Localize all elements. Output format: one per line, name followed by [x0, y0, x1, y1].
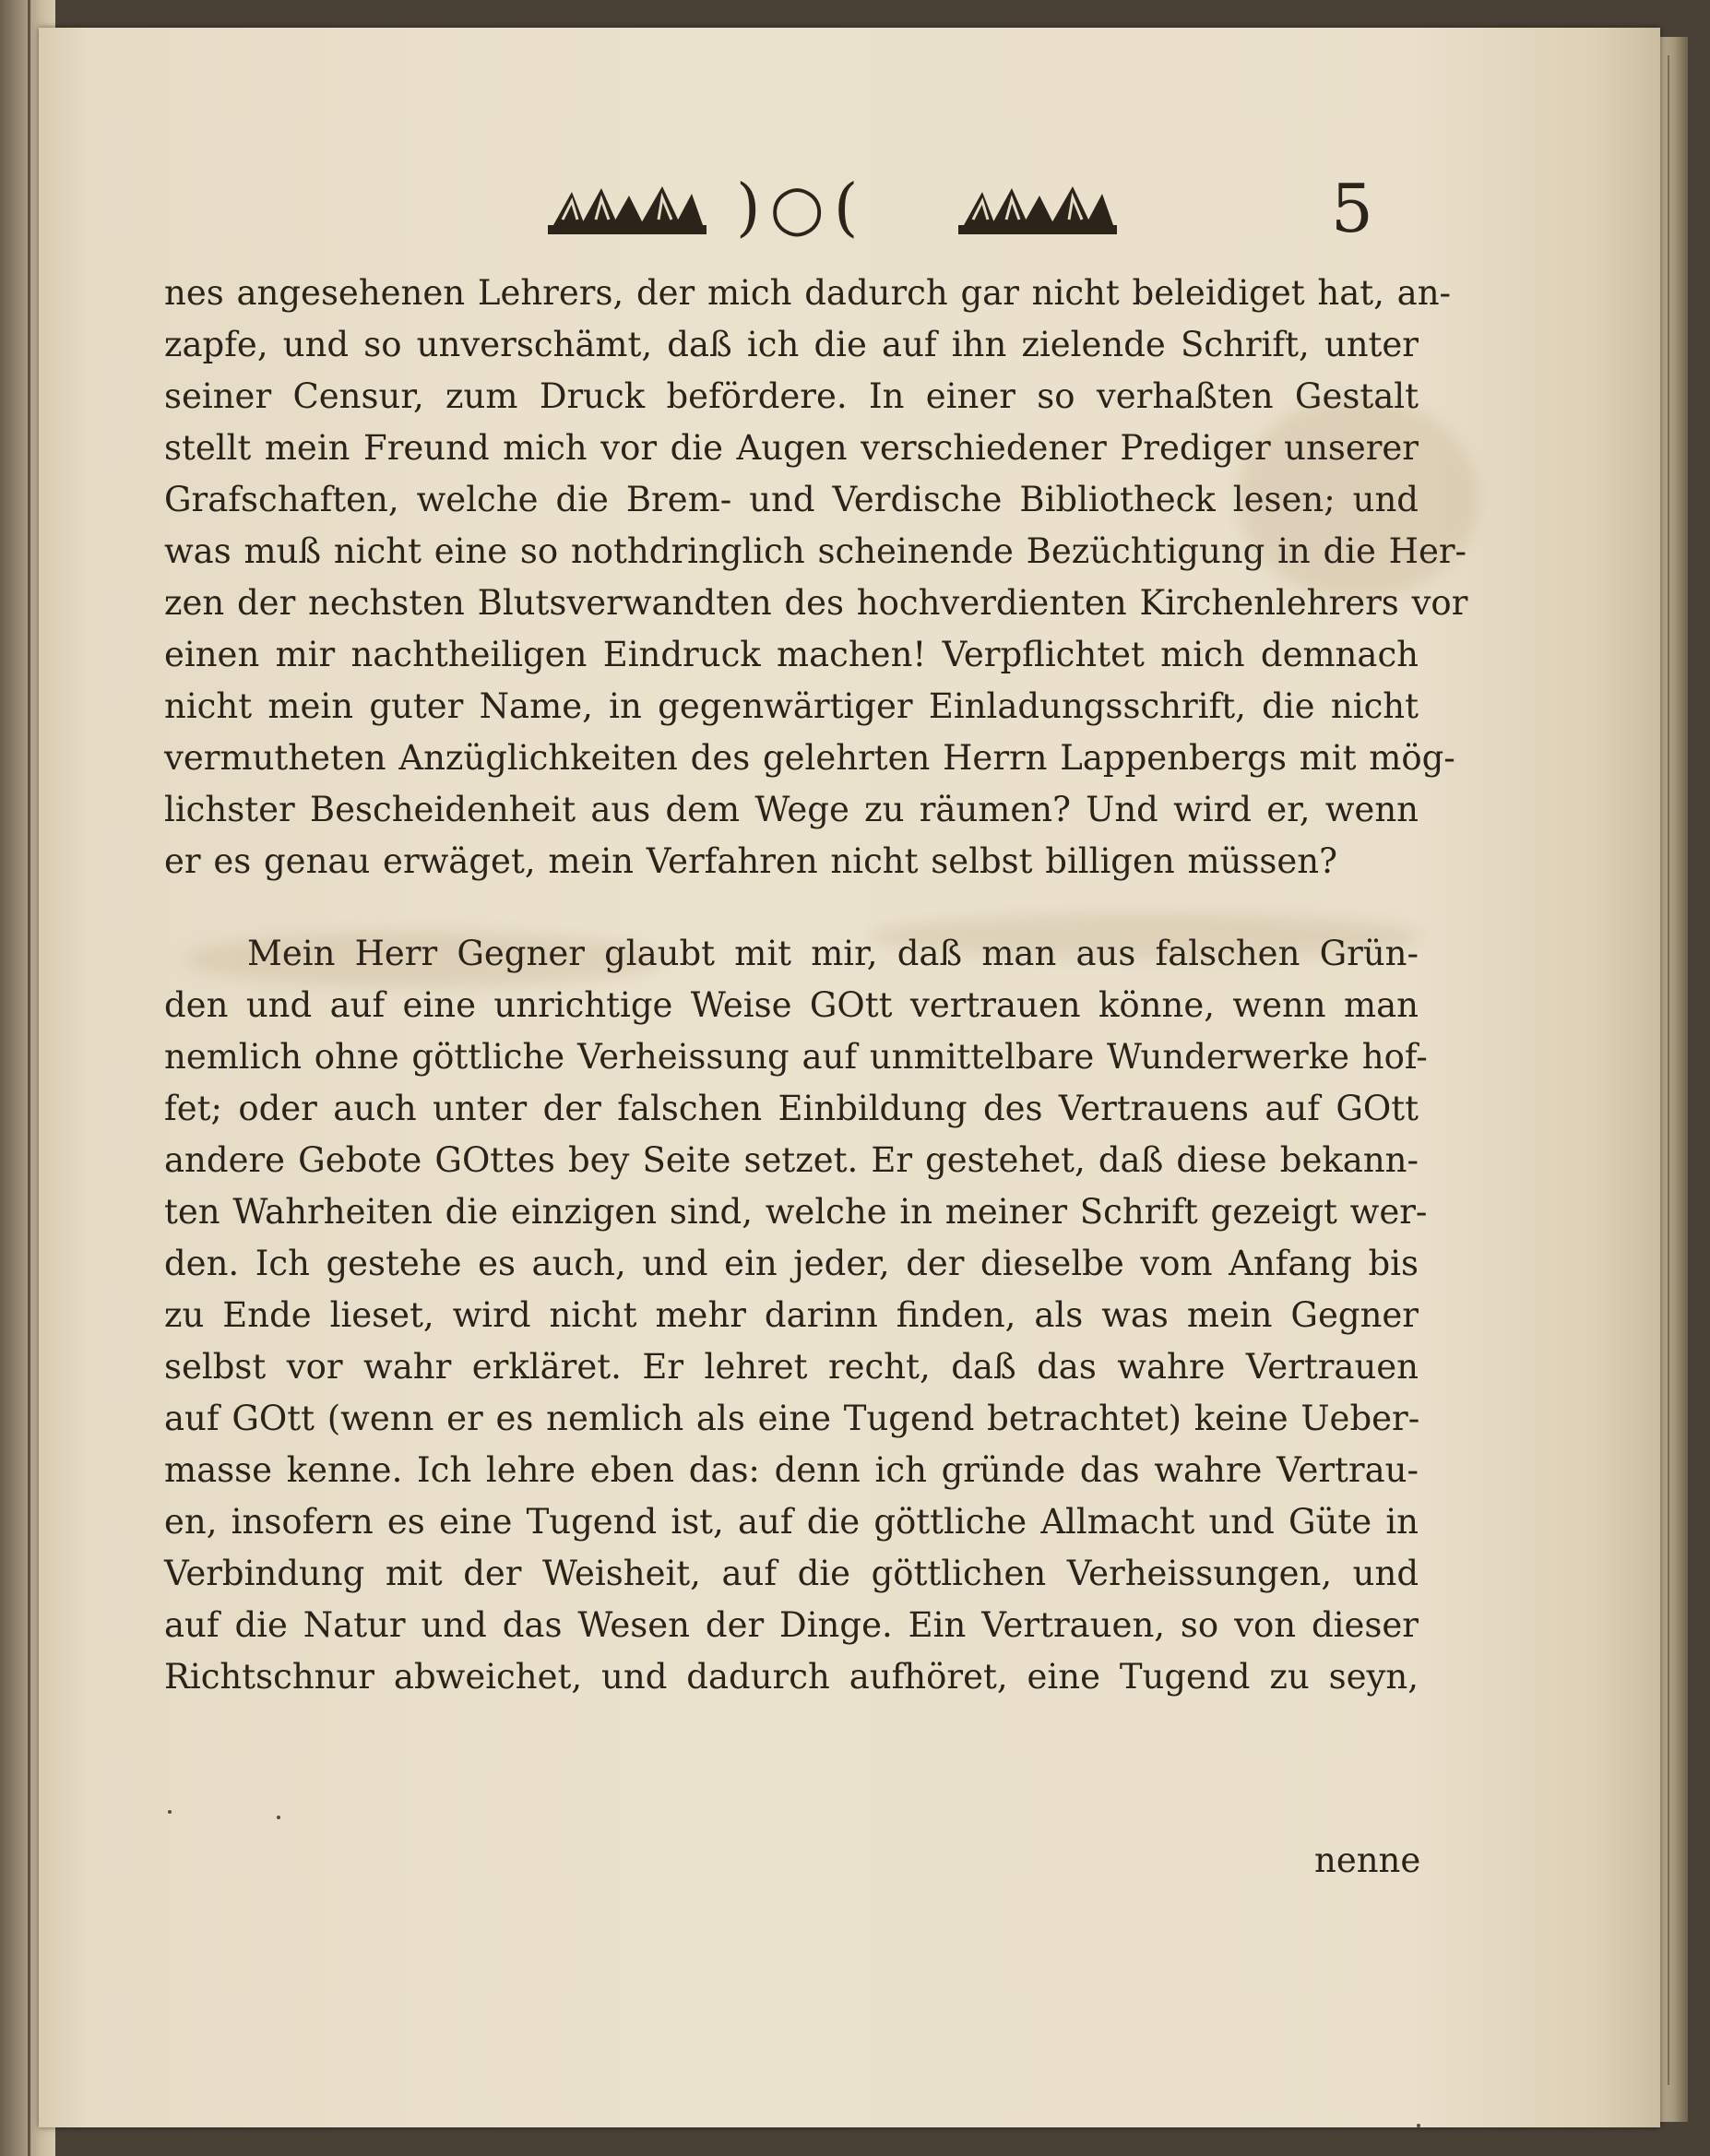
text-line: en, insofern es eine Tugend ist, auf die göttliche Allmacht und Güte in	[164, 1502, 1419, 1542]
text-line: auf GOtt (wenn er es nemlich als eine Tugend betrachtet) keine Ueber-	[164, 1399, 1420, 1438]
text-line: fet; oder auch unter der falschen Einbildung des Vertrauens auf GOtt	[164, 1089, 1419, 1128]
running-header	[544, 170, 1393, 260]
ink-speck	[168, 1810, 172, 1814]
text-line: vermutheten Anzüglichkeiten des gelehrten Herrn Lappenbergs mit mög-	[164, 738, 1455, 778]
body-text	[164, 268, 1468, 1703]
text-line: Verbindung mit der Weisheit, auf die göttlichen Verheissungen, und	[164, 1554, 1419, 1593]
text-line: seiner Censur, zum Druck befördere. In einer so verhaßten Gestalt	[164, 376, 1419, 416]
page-edge-line	[1668, 55, 1669, 2085]
paragraph-1	[164, 268, 1468, 887]
text-line: andere Gebote GOttes bey Seite setzet. Er gestehet, daß diese bekann-	[164, 1140, 1419, 1180]
text-line: einen mir nachtheiligen Eindruck machen! Verpflichtet mich demnach	[164, 635, 1419, 674]
text-line: nes angesehenen Lehrers, der mich dadurch gar nicht beleidiget hat, an-	[164, 273, 1452, 313]
text-line: selbst vor wahr erkläret. Er lehret recht, daß das wahre Vertrauen	[164, 1347, 1419, 1387]
catchword: nenne	[1314, 1840, 1421, 1880]
ornament-right-icon	[955, 183, 1121, 244]
text-line: was muß nicht eine so nothdringlich scheinende Bezüchtigung in die Her-	[164, 531, 1467, 571]
header-bracket-mark: )○(	[736, 172, 868, 244]
text-line: Grafschaften, welche die Brem- und Verdische Bibliotheck lesen; und	[164, 480, 1419, 519]
text-line: zapfe, und so unverschämt, daß ich die auf ihn zielende Schrift, unter	[164, 325, 1419, 364]
text-line: den. Ich gestehe es auch, und ein jeder, der dieselbe vom Anfang bis	[164, 1244, 1419, 1283]
text-line: Mein Herr Gegner glaubt mit mir, daß man aus falschen Grün-	[247, 934, 1419, 973]
text-line: Richtschnur abweichet, und dadurch aufhöret, eine Tugend zu seyn,	[164, 1657, 1419, 1697]
paragraph-2	[164, 928, 1428, 1703]
page-number: 5	[1331, 170, 1373, 247]
text-line: nicht mein guter Name, in gegenwärtiger Einladungsschrift, die nicht	[164, 686, 1419, 726]
text-line: masse kenne. Ich lehre eben das: denn ich gründe das wahre Vertrau-	[164, 1450, 1419, 1490]
text-line: zen der nechsten Blutsverwandten des hochverdienten Kirchenlehrers vor	[164, 583, 1468, 623]
text-line: zu Ende lieset, wird nicht mehr darinn finden, als was mein Gegner	[164, 1295, 1419, 1335]
text-line: auf die Natur und das Wesen der Dinge. Ein Vertrauen, so von dieser	[164, 1605, 1419, 1645]
text-line: stellt mein Freund mich vor die Augen verschiedener Prediger unserer	[164, 428, 1419, 468]
ornament-left-icon	[544, 183, 710, 244]
text-line: ten Wahrheiten die einzigen sind, welche in meiner Schrift gezeigt wer-	[164, 1192, 1428, 1232]
text-line: nemlich ohne göttliche Verheissung auf unmittelbare Wunderwerke hof-	[164, 1037, 1428, 1077]
ink-speck	[1417, 2124, 1420, 2127]
text-line: den und auf eine unrichtige Weise GOtt vertrauen könne, wenn man	[164, 985, 1419, 1025]
text-line: lichster Bescheidenheit aus dem Wege zu räumen? Und wird er, wenn	[164, 790, 1419, 829]
binding-fold-line	[28, 0, 30, 2156]
text-line: er es genau erwäget, mein Verfahren nicht selbst billigen müssen?	[164, 841, 1337, 881]
paragraph-spacer	[164, 887, 1419, 928]
ink-speck	[277, 1816, 280, 1819]
